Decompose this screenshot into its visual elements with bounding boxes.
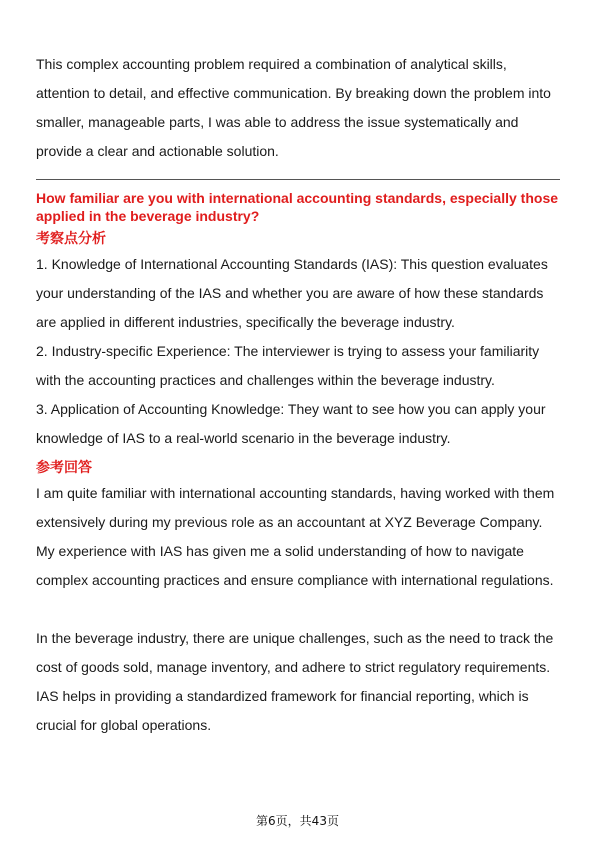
analysis-heading: 考察点分析 [36, 231, 106, 247]
answer-heading: 参考回答 [36, 460, 92, 476]
paragraph-gap [36, 595, 560, 624]
question-heading: How familiar are you with international accounting standards, especially those applied in the beverage industry? [36, 190, 559, 224]
page-footer: 第6页，共43页 [256, 814, 339, 828]
intro-paragraph: This complex accounting problem required a combination of analytical skills, attention to detail, and effective communication. By breaking down the problem into smaller, manageable parts, I was able to address the issue systematically and provide a clear and actionable solution. [36, 56, 551, 159]
answer-paragraph: In the beverage industry, there are unique challenges, such as the need to track the cost of goods sold, manage inventory, and adhere to strict regulatory requirements. IAS helps in providing a standardized framework for financial reporting, which is crucial for global operations. [36, 630, 554, 733]
analysis-point: 3. Application of Accounting Knowledge: They want to see how you can apply your knowledge of IAS to a real-world scenario in the beverage industry. [36, 401, 546, 446]
analysis-point: 1. Knowledge of International Accounting Standards (IAS): This question evaluates your understanding of the IAS and whether you are aware of how these standards are applied in different industries, specifically the beverage industry. [36, 256, 548, 330]
analysis-point: 2. Industry-specific Experience: The interviewer is trying to assess your familiarity with the accounting practices and challenges within the beverage industry. [36, 343, 540, 388]
divider [36, 179, 560, 180]
page-content [36, 50, 560, 740]
answer-paragraph: I am quite familiar with international accounting standards, having worked with them extensively during my previous role as an accountant at XYZ Beverage Company. My experience with IAS has given me a solid understanding of how to navigate complex accounting practices and ensure compliance with international regulations. [36, 485, 555, 588]
